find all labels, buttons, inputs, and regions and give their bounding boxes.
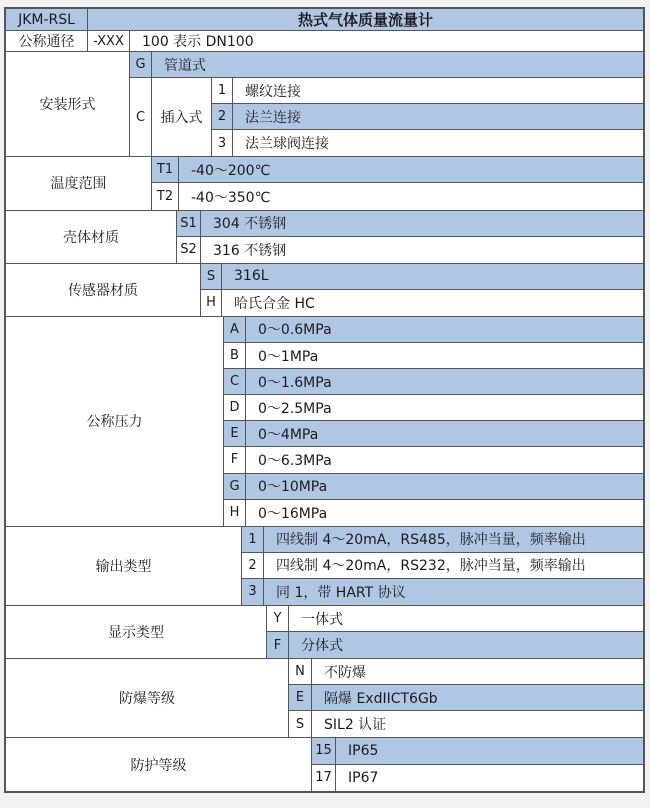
option-row bbox=[312, 765, 643, 791]
option-value: 316L bbox=[234, 268, 269, 285]
explosion-proof-label: 防爆等级 bbox=[6, 659, 289, 737]
option-key: A bbox=[224, 317, 246, 342]
option-key: 3 bbox=[212, 130, 233, 156]
option-value: 法兰连接 bbox=[245, 109, 301, 126]
option-value: IP67 bbox=[348, 769, 379, 786]
option-key: 1 bbox=[242, 527, 264, 552]
option-row bbox=[267, 632, 643, 658]
option-value: 0～1MPa bbox=[258, 348, 319, 365]
option-value: 法兰球阀连接 bbox=[245, 136, 329, 153]
option-row bbox=[212, 78, 643, 104]
option-value: 0～2.5MPa bbox=[258, 400, 332, 417]
option-row bbox=[267, 606, 643, 632]
option-key: S bbox=[201, 264, 222, 289]
section-protection-grade bbox=[6, 738, 643, 790]
option-value: 同 1，带 HART 协议 bbox=[276, 584, 406, 601]
option-value: 哈氏合金 HC bbox=[234, 295, 315, 312]
option-row bbox=[289, 659, 643, 685]
option-key: E bbox=[289, 685, 312, 710]
option-row bbox=[152, 157, 643, 183]
option-row bbox=[224, 421, 643, 447]
option-key: C bbox=[130, 78, 152, 156]
option-key: E bbox=[224, 421, 246, 446]
option-row bbox=[212, 104, 643, 130]
output-type-label: 输出类型 bbox=[6, 527, 242, 605]
option-value: 四线制 4～20mA，RS232，脉冲当量，频率输出 bbox=[276, 558, 586, 575]
option-row bbox=[212, 130, 643, 156]
option-key: T2 bbox=[152, 183, 179, 209]
option-key: C bbox=[224, 369, 246, 394]
option-key: 17 bbox=[312, 765, 336, 791]
option-key: 3 bbox=[242, 579, 264, 605]
option-value: 分体式 bbox=[301, 638, 343, 655]
option-key: 2 bbox=[212, 104, 233, 129]
option-row bbox=[177, 237, 643, 263]
option-value: 0～10MPa bbox=[258, 479, 328, 496]
diameter-row bbox=[6, 31, 643, 52]
option-row bbox=[312, 738, 643, 764]
option-key: F bbox=[267, 632, 289, 658]
table-header-row bbox=[6, 9, 643, 31]
option-value: SIL2 认证 bbox=[324, 717, 387, 734]
display-type-label: 显示类型 bbox=[6, 606, 267, 658]
option-row bbox=[224, 447, 643, 473]
option-key: F bbox=[224, 447, 246, 472]
option-key: 2 bbox=[242, 553, 264, 578]
option-row bbox=[224, 343, 643, 369]
section-display-type bbox=[6, 606, 643, 659]
option-key: H bbox=[224, 500, 246, 526]
option-key: D bbox=[224, 395, 246, 420]
install-type-label: 安装形式 bbox=[6, 52, 130, 156]
option-row bbox=[224, 500, 643, 526]
model-selection-table bbox=[4, 7, 645, 793]
housing-material-label: 壳体材质 bbox=[6, 211, 177, 263]
option-value: -40～350℃ bbox=[191, 189, 271, 206]
option-row bbox=[224, 369, 643, 395]
option-value: -40～200℃ bbox=[191, 162, 271, 179]
section-nominal-pressure bbox=[6, 317, 643, 527]
model-code-cell: JKM-RSL bbox=[6, 9, 88, 30]
section-housing-material bbox=[6, 211, 643, 264]
option-key: S1 bbox=[177, 211, 201, 236]
option-row bbox=[289, 685, 643, 711]
option-row bbox=[177, 211, 643, 237]
insert-type-label: 插入式 bbox=[152, 78, 212, 156]
option-value: 四线制 4～20mA，RS485，脉冲当量，频率输出 bbox=[276, 532, 586, 549]
temperature-range-label: 温度范围 bbox=[6, 157, 152, 209]
option-key: B bbox=[224, 343, 246, 368]
section-explosion-proof-grade bbox=[6, 659, 643, 738]
option-value: 304 不锈钢 bbox=[213, 216, 287, 233]
option-row bbox=[289, 711, 643, 737]
option-value: 不防爆 bbox=[324, 664, 366, 681]
option-value: 316 不锈钢 bbox=[213, 242, 287, 259]
option-row bbox=[224, 474, 643, 500]
protection-grade-label: 防护等级 bbox=[6, 738, 312, 790]
option-value: 管道式 bbox=[164, 57, 206, 74]
section-output-type bbox=[6, 527, 643, 606]
option-value: 螺纹连接 bbox=[245, 83, 301, 100]
option-row bbox=[224, 317, 643, 343]
option-key: 15 bbox=[312, 738, 336, 763]
option-row bbox=[201, 290, 643, 316]
option-row bbox=[224, 395, 643, 421]
option-key: S bbox=[289, 711, 312, 737]
diameter-label: 公称通径 bbox=[6, 31, 88, 51]
option-key: S2 bbox=[177, 237, 201, 263]
option-value: 0～4MPa bbox=[258, 426, 319, 443]
option-key: Y bbox=[267, 606, 289, 631]
nominal-pressure-label: 公称压力 bbox=[6, 317, 224, 526]
sensor-material-label: 传感器材质 bbox=[6, 264, 201, 316]
option-key: H bbox=[201, 290, 222, 316]
section-sensor-material bbox=[6, 264, 643, 317]
option-row bbox=[152, 183, 643, 209]
option-key: N bbox=[289, 659, 312, 684]
option-value: IP65 bbox=[348, 742, 379, 759]
insert-type-group bbox=[130, 78, 643, 156]
section-temperature-range bbox=[6, 157, 643, 210]
option-key: G bbox=[224, 474, 246, 499]
option-value: 0～16MPa bbox=[258, 505, 328, 522]
section-install-type bbox=[6, 52, 643, 157]
option-row bbox=[242, 527, 643, 553]
option-row-pipe bbox=[130, 52, 643, 78]
option-key: G bbox=[130, 52, 152, 77]
option-row bbox=[242, 579, 643, 605]
option-row bbox=[201, 264, 643, 290]
option-value: 0～6.3MPa bbox=[258, 452, 332, 469]
option-key: T1 bbox=[152, 157, 179, 182]
option-value: 0～1.6MPa bbox=[258, 374, 332, 391]
option-value: 一体式 bbox=[301, 611, 343, 628]
diameter-code: -XXX bbox=[88, 31, 130, 51]
option-value: 隔爆 ExdIICT6Gb bbox=[324, 690, 438, 707]
page-title: 热式气体质量流量计 bbox=[297, 11, 433, 29]
option-key: 1 bbox=[212, 78, 233, 103]
option-value: 0～0.6MPa bbox=[258, 322, 332, 339]
diameter-desc: 100 表示 DN100 bbox=[130, 31, 643, 51]
option-row bbox=[242, 553, 643, 579]
